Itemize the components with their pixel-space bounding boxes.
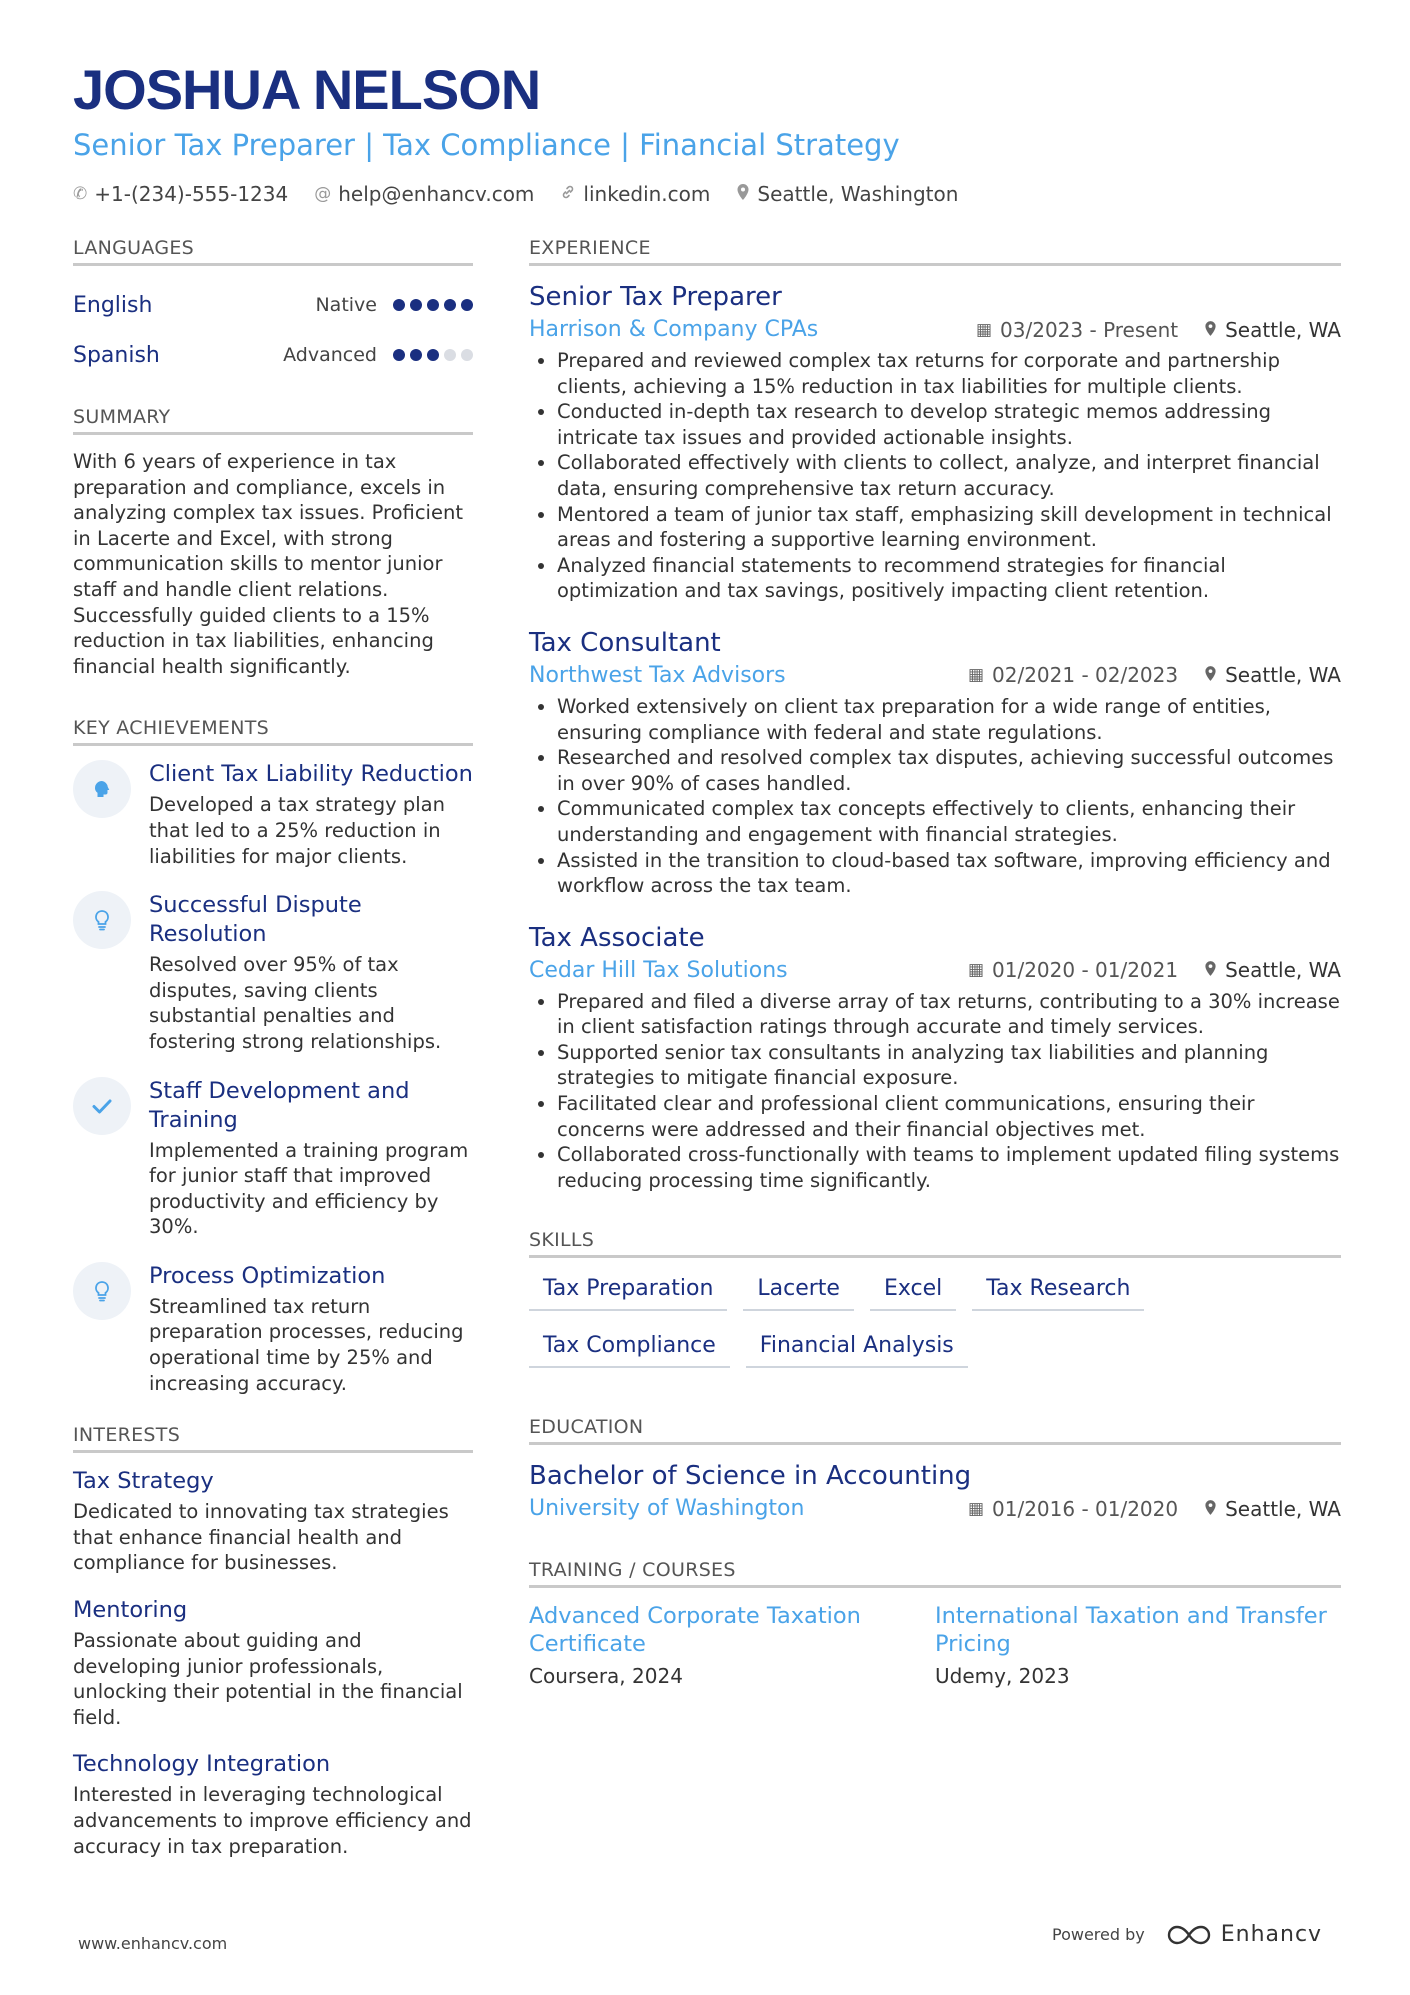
contact-phone[interactable]	[73, 182, 288, 206]
contact-email[interactable]	[314, 182, 534, 206]
skill-tag: Tax Compliance	[529, 1329, 730, 1368]
rating-dot	[461, 299, 473, 311]
training-section	[529, 1559, 1341, 1688]
achievement-item	[73, 891, 473, 1054]
training-provider: Coursera, 2024	[529, 1664, 683, 1689]
calendar-icon: ▦	[967, 665, 984, 686]
powered-by	[1052, 1922, 1322, 1947]
education-heading: EDUCATION	[529, 1416, 1341, 1445]
infinity-icon	[1167, 1924, 1211, 1946]
experience-section	[529, 237, 1341, 1193]
education-degree: Bachelor of Science in Accounting	[529, 1461, 972, 1492]
job-location: Seattle, WA	[1225, 958, 1341, 983]
calendar-icon: ▦	[967, 1498, 984, 1519]
rating-dot	[410, 299, 422, 311]
skill-tag: Excel	[870, 1272, 956, 1311]
language-name: Spanish	[73, 342, 160, 368]
brand-name: Enhancv	[1220, 1922, 1323, 1947]
job-entry	[529, 921, 1341, 1194]
achievement-title: Client Tax Liability Reduction	[149, 761, 473, 788]
interest-title: Mentoring	[73, 1597, 188, 1624]
rating-dot	[427, 299, 439, 311]
interest-item	[73, 1596, 473, 1730]
interests-section	[73, 1424, 473, 1859]
skills-heading: SKILLS	[529, 1229, 1341, 1258]
at-icon: @	[314, 184, 332, 205]
interest-title: Tax Strategy	[73, 1468, 214, 1495]
summary-text: With 6 years of experience in tax preparation and compliance, excels in analyzing complex tax issues. Proficient in Lacerte and Excel, with strong communication skills to mentor junior staff and handle client relations. Successfully guided clients to a 15% reduction in tax liabilities, enhancing financial health significantly.	[73, 450, 463, 678]
job-bullet: • Supported senior tax consultants in analyzing tax liabilities and planning strategies to mitigate financial exposure.	[557, 1040, 1341, 1091]
job-entry	[529, 626, 1341, 899]
linkedin-text: linkedin.com	[583, 182, 711, 207]
job-bullet: • Conducted in-depth tax research to develop strategic memos addressing intricate tax issues and provided actionable insights.	[557, 399, 1341, 450]
interests-heading: INTERESTS	[73, 1424, 473, 1453]
training-title: Advanced Corporate Taxation Certificate	[529, 1603, 861, 1658]
rating-dot	[393, 349, 405, 361]
job-bullets	[529, 348, 1341, 604]
candidate-name: JOSHUA NELSON	[73, 58, 541, 121]
languages-heading: LANGUAGES	[73, 237, 473, 266]
job-bullets	[529, 694, 1341, 899]
rating-dot	[461, 349, 473, 361]
language-name: English	[73, 292, 153, 318]
job-location: Seattle, WA	[1225, 663, 1341, 688]
achievement-desc: Resolved over 95% of tax disputes, saving clients substantial penalties and fostering strong relationships.	[149, 953, 442, 1053]
education-location: Seattle, WA	[1225, 1496, 1341, 1521]
job-entry	[529, 280, 1341, 604]
job-bullets	[529, 989, 1341, 1194]
training-heading: TRAINING / COURSES	[529, 1559, 1341, 1588]
achievement-desc: Developed a tax strategy plan that led to a 25% reduction in liabilities for major clients.	[149, 793, 445, 868]
powered-by-label: Powered by	[1052, 1925, 1145, 1944]
phone-icon: ✆	[73, 184, 88, 205]
experience-heading: EXPERIENCE	[529, 237, 1341, 266]
job-bullet: • Worked extensively on client tax preparation for a wide range of entities, ensuring compliance with federal and state regulations.	[557, 694, 1341, 745]
rating-dot	[427, 349, 439, 361]
job-company: Harrison & Company CPAs	[529, 317, 819, 342]
checkmark-icon	[73, 1077, 131, 1135]
achievement-desc: Streamlined tax return preparation processes, reducing operational time by 25% and increasing accuracy.	[149, 1294, 464, 1395]
training-title: International Taxation and Transfer Pricing	[935, 1603, 1327, 1658]
education-section	[529, 1416, 1341, 1521]
contact-linkedin[interactable]	[560, 182, 710, 206]
rating-dot	[410, 349, 422, 361]
language-level: Native	[315, 294, 377, 316]
map-pin-icon	[1204, 1497, 1217, 1521]
education-school: University of Washington	[529, 1496, 805, 1522]
job-bullet: • Prepared and filed a diverse array of tax returns, contributing to a 30% increase in client satisfaction ratings through accurate and timely services.	[557, 989, 1341, 1040]
skill-tag: Financial Analysis	[746, 1329, 968, 1368]
achievements-section	[73, 717, 473, 1396]
job-title: Tax Consultant	[529, 627, 721, 658]
summary-section	[73, 406, 473, 679]
job-dates: 02/2021 - 02/2023	[992, 663, 1179, 688]
language-level: Advanced	[283, 344, 377, 366]
training-item	[529, 1602, 935, 1688]
candidate-title: Senior Tax Preparer | Tax Compliance | Financial Strategy	[73, 128, 900, 163]
lightbulb-icon	[73, 891, 131, 949]
job-location: Seattle, WA	[1225, 317, 1341, 342]
job-bullet: • Prepared and reviewed complex tax returns for corporate and partnership clients, achieving a 15% reduction in tax liabilities for multiple clients.	[557, 348, 1341, 399]
lightbulb-icon	[73, 1262, 131, 1320]
map-pin-icon	[1204, 318, 1217, 342]
job-bullet: • Mentored a team of junior tax staff, emphasizing skill development in technical areas and fostering a supportive learning environment.	[557, 502, 1341, 553]
interest-desc: Passionate about guiding and developing junior professionals, unlocking their potential in the financial field.	[73, 1629, 463, 1729]
education-dates: 01/2016 - 01/2020	[992, 1496, 1179, 1521]
training-item	[935, 1602, 1341, 1688]
resume-header	[73, 58, 1343, 206]
skill-tag: Tax Preparation	[529, 1272, 727, 1311]
contact-location	[736, 182, 958, 206]
email-text: help@enhancv.com	[338, 182, 535, 207]
language-rating	[393, 299, 473, 311]
left-column	[73, 237, 473, 1879]
languages-section	[73, 237, 473, 380]
rating-dot	[444, 349, 456, 361]
language-row	[73, 280, 473, 330]
job-bullet: • Collaborated effectively with clients to collect, analyze, and interpret financial data, ensuring comprehensive tax return accuracy.	[557, 450, 1341, 501]
interest-desc: Interested in leveraging technological advancements to improve efficiency and accuracy in tax preparation.	[73, 1783, 472, 1858]
achievement-desc: Implemented a training program for junior staff that improved productivity and efficiency by 30%.	[149, 1138, 469, 1239]
interest-item	[73, 1750, 473, 1859]
map-pin-icon	[736, 183, 750, 206]
brain-icon	[73, 760, 131, 818]
link-icon	[560, 184, 576, 205]
phone-text: +1-(234)-555-1234	[94, 182, 289, 207]
job-bullet: • Analyzed financial statements to recommend strategies for financial optimization and tax savings, positively impacting client retention.	[557, 553, 1341, 604]
achievements-heading: KEY ACHIEVEMENTS	[73, 717, 473, 746]
interest-desc: Dedicated to innovating tax strategies that enhance financial health and compliance for businesses.	[73, 1500, 449, 1575]
interest-item	[73, 1467, 473, 1576]
job-dates: 01/2020 - 01/2021	[992, 958, 1179, 983]
job-bullet: • Researched and resolved complex tax disputes, achieving successful outcomes in over 90% of cases handled.	[557, 745, 1341, 796]
rating-dot	[444, 299, 456, 311]
skills-section	[529, 1229, 1341, 1368]
language-row	[73, 330, 473, 380]
achievement-title: Successful Dispute Resolution	[149, 892, 362, 948]
job-company: Northwest Tax Advisors	[529, 662, 786, 688]
training-provider: Udemy, 2023	[935, 1664, 1070, 1689]
achievement-title: Staff Development and Training	[149, 1077, 410, 1133]
calendar-icon: ▦	[967, 960, 984, 981]
job-title: Senior Tax Preparer	[529, 282, 782, 312]
rating-dot	[393, 299, 405, 311]
skills-list	[529, 1272, 1341, 1368]
job-company: Cedar Hill Tax Solutions	[529, 957, 788, 983]
job-dates: 03/2023 - Present	[1000, 317, 1179, 342]
achievement-item	[73, 1077, 473, 1240]
job-bullet: • Assisted in the transition to cloud-based tax software, improving efficiency and workflow across the tax team.	[557, 848, 1341, 899]
job-bullet: • Collaborated cross-functionally with teams to implement updated filing systems reducing processing time significantly.	[557, 1142, 1341, 1193]
calendar-icon: ▦	[975, 319, 993, 340]
language-rating	[393, 349, 473, 361]
achievement-item	[73, 760, 473, 869]
skill-tag: Lacerte	[743, 1272, 854, 1311]
summary-heading: SUMMARY	[73, 406, 473, 435]
map-pin-icon	[1204, 958, 1217, 982]
contact-bar	[73, 182, 1343, 206]
job-title: Tax Associate	[529, 922, 705, 953]
job-bullet: • Communicated complex tax concepts effectively to clients, enhancing their understanding and engagement with financial strategies.	[557, 796, 1341, 847]
achievement-title: Process Optimization	[149, 1262, 386, 1289]
achievement-item	[73, 1262, 473, 1396]
location-text: Seattle, Washington	[757, 182, 959, 207]
brand-logo[interactable]	[1167, 1922, 1322, 1947]
interest-title: Technology Integration	[73, 1751, 331, 1778]
right-column	[529, 237, 1341, 1688]
skill-tag: Tax Research	[972, 1272, 1144, 1311]
footer-site[interactable]: www.enhancv.com	[78, 1934, 228, 1953]
job-bullet: • Facilitated clear and professional client communications, ensuring their concerns were addressed and their financial objectives met.	[557, 1091, 1341, 1142]
map-pin-icon	[1204, 663, 1217, 687]
